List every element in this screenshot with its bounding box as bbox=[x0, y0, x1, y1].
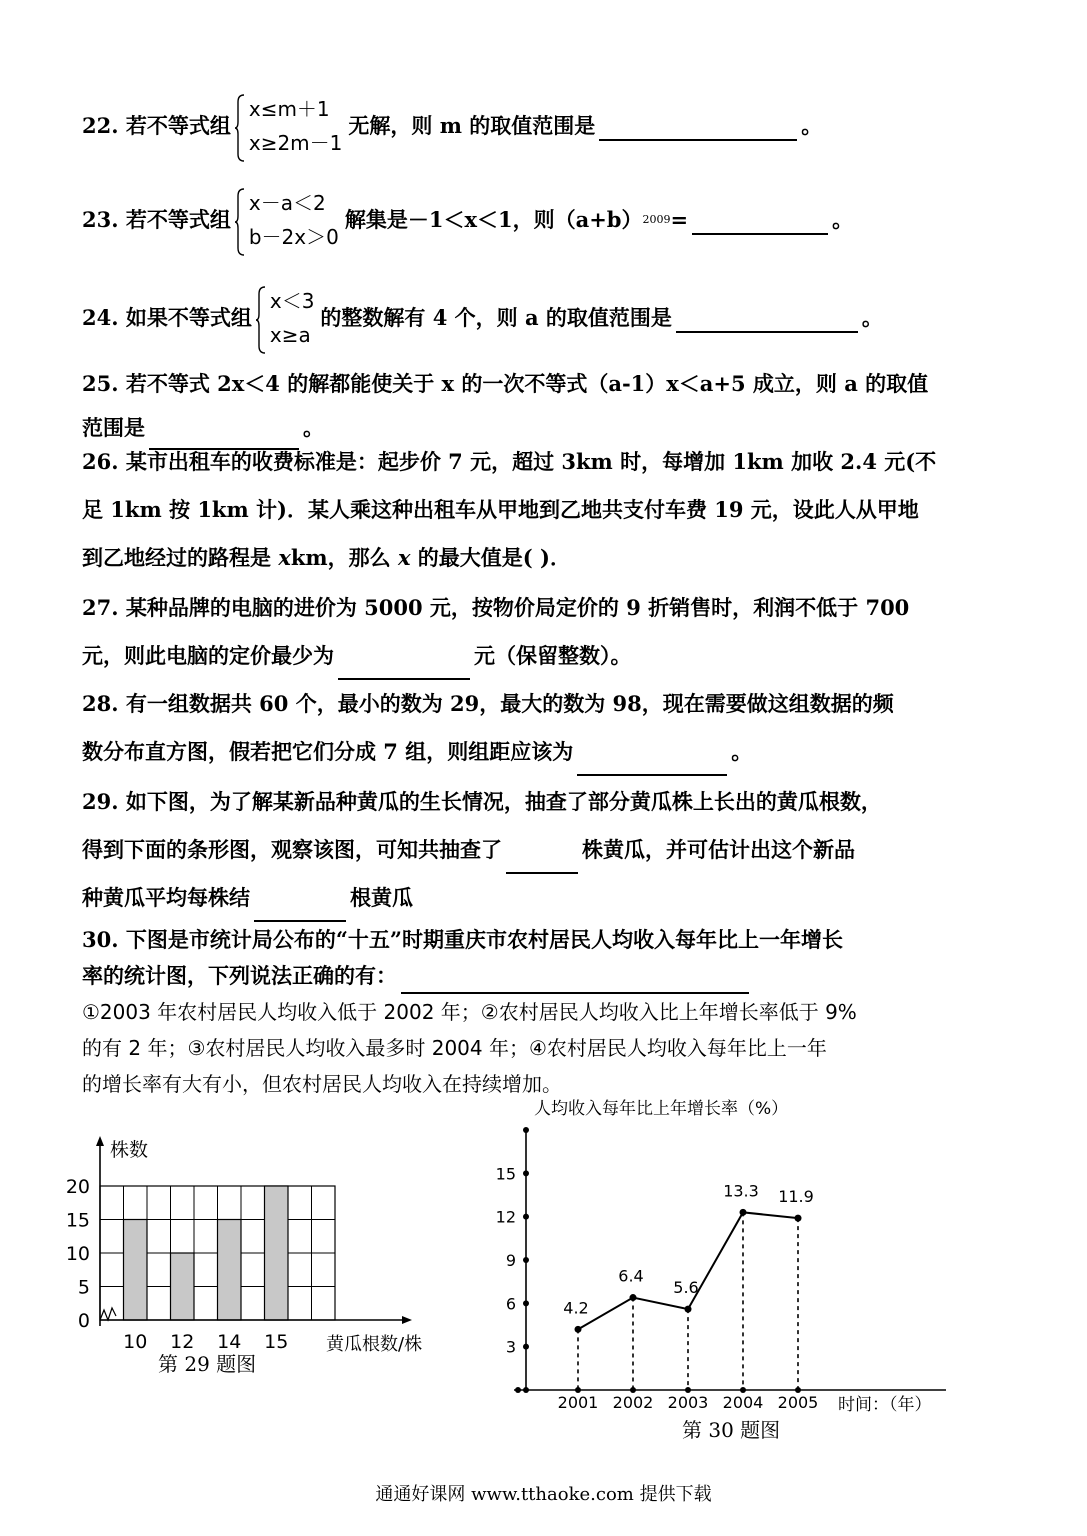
q26-line1: 26. 某市出租车的收费标准是：起步价 7 元，超过 3km 时，每增加 1km 加收 2.4 元(不 bbox=[82, 449, 937, 474]
bar-y-axis-label: 株数 bbox=[110, 1139, 149, 1161]
q27-line1: 27. 某种品牌的电脑的进价为 5000 元，按物价局定价的 9 折销售时，利润不低于 700 bbox=[82, 595, 910, 620]
line-point bbox=[795, 1215, 802, 1222]
q28-line2 bbox=[82, 728, 1022, 776]
brace-icon bbox=[235, 188, 245, 256]
line-x-tick-label: 2004 bbox=[722, 1393, 764, 1412]
q28-answer-blank[interactable] bbox=[577, 746, 727, 776]
bar-y-tick-label: 5 bbox=[77, 1276, 90, 1299]
bar-x-tick-label: 14 bbox=[217, 1331, 242, 1353]
q22-prefix: 22. 若不等式组 bbox=[82, 113, 231, 138]
brace-icon bbox=[256, 286, 266, 354]
q29-line2 bbox=[82, 826, 1022, 874]
q27-line2 bbox=[82, 632, 1022, 680]
bar-y-tick-label: 20 bbox=[65, 1176, 90, 1198]
line-data-label: 6.4 bbox=[618, 1266, 644, 1286]
question-27 bbox=[82, 584, 1022, 680]
q26-var-x2: x bbox=[397, 545, 411, 570]
q27-line2-b: 元（保留整数）。 bbox=[474, 643, 632, 668]
arrow-up-icon bbox=[96, 1136, 104, 1146]
line-chart-caption: 第 30 题图 bbox=[682, 1418, 781, 1442]
line-point bbox=[685, 1306, 692, 1313]
q29-line3 bbox=[82, 874, 1022, 922]
q23-row2: b－2x＞0 bbox=[248, 225, 339, 249]
question-30 bbox=[82, 922, 1022, 1102]
question-22 bbox=[82, 86, 1022, 166]
brace-icon bbox=[235, 94, 245, 162]
line-chart-q30 bbox=[486, 1090, 976, 1420]
q23-end: 。 bbox=[832, 207, 854, 232]
bar bbox=[171, 1253, 195, 1320]
q29-answer-blank-2[interactable] bbox=[254, 892, 346, 922]
q30-line3: ①2003 年农村居民人均收入低于 2002 年；②农村居民人均收入比上年增长率低于 9% bbox=[82, 1000, 857, 1024]
line-origin-dot bbox=[523, 1387, 529, 1393]
q27-answer-blank[interactable] bbox=[338, 650, 470, 680]
q30-line4: 的有 2 年；③农村居民人均收入最多时 2004 年；④农村居民人均收入每年比上一年 bbox=[82, 1036, 827, 1060]
line-data-label: 4.2 bbox=[563, 1298, 589, 1318]
q30-answer-blank[interactable] bbox=[401, 970, 749, 994]
q22-end: 。 bbox=[801, 113, 823, 138]
line-y-axis-top-dot bbox=[523, 1127, 529, 1133]
question-26 bbox=[82, 438, 1022, 582]
bar bbox=[124, 1220, 148, 1321]
q30-line2-a: 率的统计图，下列说法正确的有： bbox=[82, 963, 397, 988]
bar bbox=[218, 1220, 242, 1321]
q24-system bbox=[256, 284, 315, 352]
q22-text: 无解，则 m 的取值范围是 bbox=[348, 113, 596, 138]
q29-line3-a: 种黄瓜平均每株结 bbox=[82, 885, 250, 910]
line-y-tick-label: 12 bbox=[495, 1207, 516, 1227]
q22-row2: x≥2m－1 bbox=[248, 131, 343, 155]
q24-row2: x≥a bbox=[269, 323, 311, 347]
line-x-axis-label: 时间：（年） bbox=[838, 1395, 932, 1415]
q28-line1: 28. 有一组数据共 60 个，最小的数为 29，最大的数为 98，现在需要做这组数据的频 bbox=[82, 691, 894, 716]
question-23 bbox=[82, 180, 1022, 260]
q28-end: 。 bbox=[731, 739, 753, 764]
q29-line2-b: 株黄瓜，并可估计出这个新品 bbox=[582, 837, 855, 862]
bar-y-tick-label: 15 bbox=[65, 1209, 90, 1232]
q24-answer-blank[interactable] bbox=[676, 303, 858, 333]
line-y-tick-label: 9 bbox=[505, 1251, 516, 1270]
line-y-tick-dot bbox=[523, 1170, 529, 1176]
q29-answer-blank-1[interactable] bbox=[506, 844, 578, 874]
bar-y-tick-label: 10 bbox=[65, 1243, 90, 1265]
q23-row1: x－a＜2 bbox=[248, 191, 326, 215]
footer: 通通好课网 www.tthaoke.com 提供下载 bbox=[375, 1484, 712, 1505]
q23-answer-blank[interactable] bbox=[692, 205, 828, 235]
line-point bbox=[740, 1209, 747, 1216]
q29-line3-b: 根黄瓜 bbox=[350, 885, 413, 910]
q26-var-x1: x bbox=[278, 545, 291, 570]
question-24 bbox=[82, 278, 1022, 358]
q22-row1: x≤m＋1 bbox=[248, 97, 330, 121]
q28-line2-a: 数分布直方图，假若把它们分成 7 组，则组距应该为 bbox=[82, 739, 574, 764]
q26-line3-c: 的最大值是( )． bbox=[410, 545, 571, 570]
line-data-label: 13.3 bbox=[723, 1181, 759, 1201]
bar-chart-q29 bbox=[60, 1130, 460, 1360]
line-y-tick-dot bbox=[523, 1257, 529, 1263]
line-y-tick-label: 6 bbox=[505, 1294, 516, 1314]
q30-line5: 的增长率有大有小，但农村居民人均收入在持续增加。 bbox=[82, 1072, 562, 1096]
line-origin-dot bbox=[515, 1387, 521, 1393]
q26-line2: 足 1km 按 1km 计)．某人乘这种出租车从甲地到乙地共支付车费 19 元，设此人从甲地 bbox=[82, 497, 919, 522]
line-chart-labels bbox=[496, 1164, 819, 1412]
q23-equals: = bbox=[670, 207, 689, 232]
line-y-axis-label: 人均收入每年比上年增长率（%） bbox=[534, 1099, 789, 1119]
line-x-tick-label: 2002 bbox=[612, 1393, 654, 1412]
bar bbox=[265, 1186, 289, 1320]
line-y-tick-label: 3 bbox=[505, 1337, 516, 1357]
q24-row1: x＜3 bbox=[269, 289, 315, 313]
line-x-tick-label: 2005 bbox=[777, 1393, 819, 1412]
q23-system bbox=[235, 186, 339, 254]
q30-line2 bbox=[82, 958, 1022, 994]
line-y-tick-dot bbox=[523, 1214, 529, 1220]
q27-line2-a: 元，则此电脑的定价最少为 bbox=[82, 643, 334, 668]
line-data-label: 11.9 bbox=[778, 1187, 814, 1207]
q22-answer-blank[interactable] bbox=[599, 111, 797, 141]
q22-system bbox=[235, 92, 343, 160]
line-x-tick-label: 2003 bbox=[667, 1393, 709, 1412]
q26-line3-a: 到乙地经过的路程是 bbox=[82, 545, 279, 570]
line-chart-dropline-group bbox=[578, 1212, 798, 1390]
arrow-right-icon bbox=[402, 1316, 412, 1324]
bar-x-tick-label: 10 bbox=[123, 1331, 148, 1353]
q23-prefix: 23. 若不等式组 bbox=[82, 207, 231, 232]
line-x-tick-label: 2001 bbox=[557, 1393, 599, 1412]
line-chart-points bbox=[575, 1209, 802, 1333]
question-25 bbox=[82, 362, 1022, 450]
line-y-tick-dot bbox=[523, 1344, 529, 1350]
line-data-label: 5.6 bbox=[673, 1278, 699, 1298]
q23-text: 解集是－1＜x＜1，则（a+b） bbox=[344, 207, 643, 232]
line-point bbox=[630, 1294, 637, 1301]
bar-y-tick-label: 0 bbox=[77, 1310, 90, 1332]
question-28 bbox=[82, 680, 1022, 776]
line-chart-ticks bbox=[515, 1127, 801, 1393]
axis-break-icon bbox=[100, 1308, 116, 1320]
q25-end: 。 bbox=[303, 415, 324, 440]
line-point bbox=[575, 1326, 582, 1333]
q25-line1: 25. 若不等式 2x＜4 的解都能使关于 x 的一次不等式（a-1）x＜a+5 成立，则 a 的取值 bbox=[82, 371, 929, 396]
q24-end: 。 bbox=[861, 305, 883, 330]
q29-line2-a: 得到下面的条形图，观察该图，可知共抽查了 bbox=[82, 837, 502, 862]
q30-line1: 30. 下图是市统计局公布的“十五”时期重庆市农村居民人均收入每年比上一年增长 bbox=[82, 927, 844, 952]
bar-x-tick-label: 12 bbox=[170, 1331, 195, 1353]
q23-exponent: 2009 bbox=[642, 213, 671, 226]
q26-line3-b: km，那么 bbox=[290, 545, 398, 570]
line-y-tick-label: 15 bbox=[495, 1164, 516, 1184]
q26-line3 bbox=[82, 534, 1022, 582]
q25-line2-text: 范围是 bbox=[82, 415, 145, 440]
line-y-tick-dot bbox=[523, 1300, 529, 1306]
q29-line1: 29. 如下图，为了解某新品种黄瓜的生长情况，抽查了部分黄瓜株上长出的黄瓜根数， bbox=[82, 789, 882, 814]
bar-x-tick-label: 15 bbox=[264, 1331, 289, 1353]
bar-x-axis-label: 黄瓜根数/株 bbox=[326, 1334, 423, 1355]
q24-text: 的整数解有 4 个，则 a 的取值范围是 bbox=[320, 305, 672, 330]
question-29 bbox=[82, 778, 1022, 922]
q24-prefix: 24. 如果不等式组 bbox=[82, 305, 252, 330]
bar-chart-caption: 第 29 题图 bbox=[158, 1352, 257, 1376]
